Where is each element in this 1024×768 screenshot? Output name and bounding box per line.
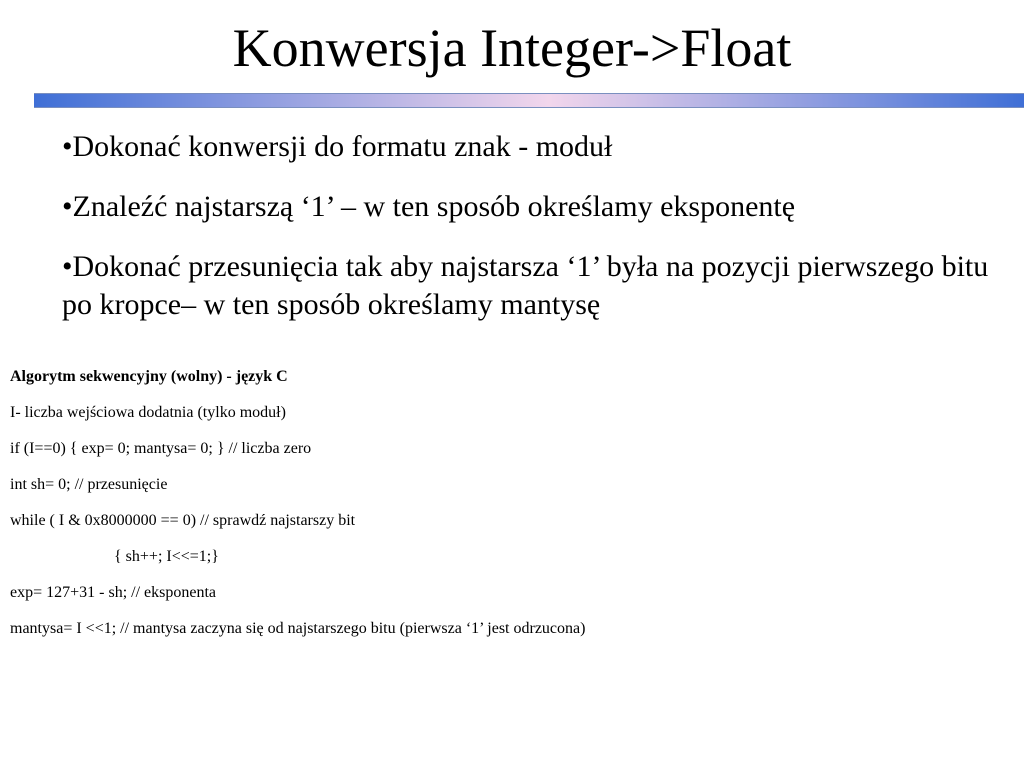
bullet-item: •Dokonać konwersji do formatu znak - moduł (62, 130, 613, 163)
code-line: if (I==0) { exp= 0; mantysa= 0; } // liczba zero (10, 440, 312, 457)
bullet-item: •Dokonać przesunięcia tak aby najstarsza ‘1’ była na pozycji pierwszego bitu po kropce– w ten sposób określamy mantysę (62, 250, 989, 321)
code-line: { sh++; I<<=1;} (114, 548, 219, 565)
bullet-item: •Znaleźć najstarszą ‘1’ – w ten sposób określamy eksponentę (62, 190, 796, 223)
title-divider-bar (34, 93, 1024, 108)
code-line: exp= 127+31 - sh; // eksponenta (10, 584, 217, 601)
code-line: while ( I & 0x8000000 == 0) // sprawdź najstarszy bit (10, 512, 356, 529)
code-line: int sh= 0; // przesunięcie (10, 476, 168, 493)
slide-title: Konwersja Integer->Float (232, 18, 792, 78)
algorithm-heading: Algorytm sekwencyjny (wolny) - język C (10, 368, 288, 385)
code-line: I- liczba wejściowa dodatnia (tylko moduł) (10, 404, 286, 421)
bullet-list (62, 128, 1002, 346)
algorithm-block (10, 366, 1010, 654)
code-line: mantysa= I <<1; // mantysa zaczyna się od najstarszego bitu (pierwsza ‘1’ jest odrzucona) (10, 620, 586, 637)
